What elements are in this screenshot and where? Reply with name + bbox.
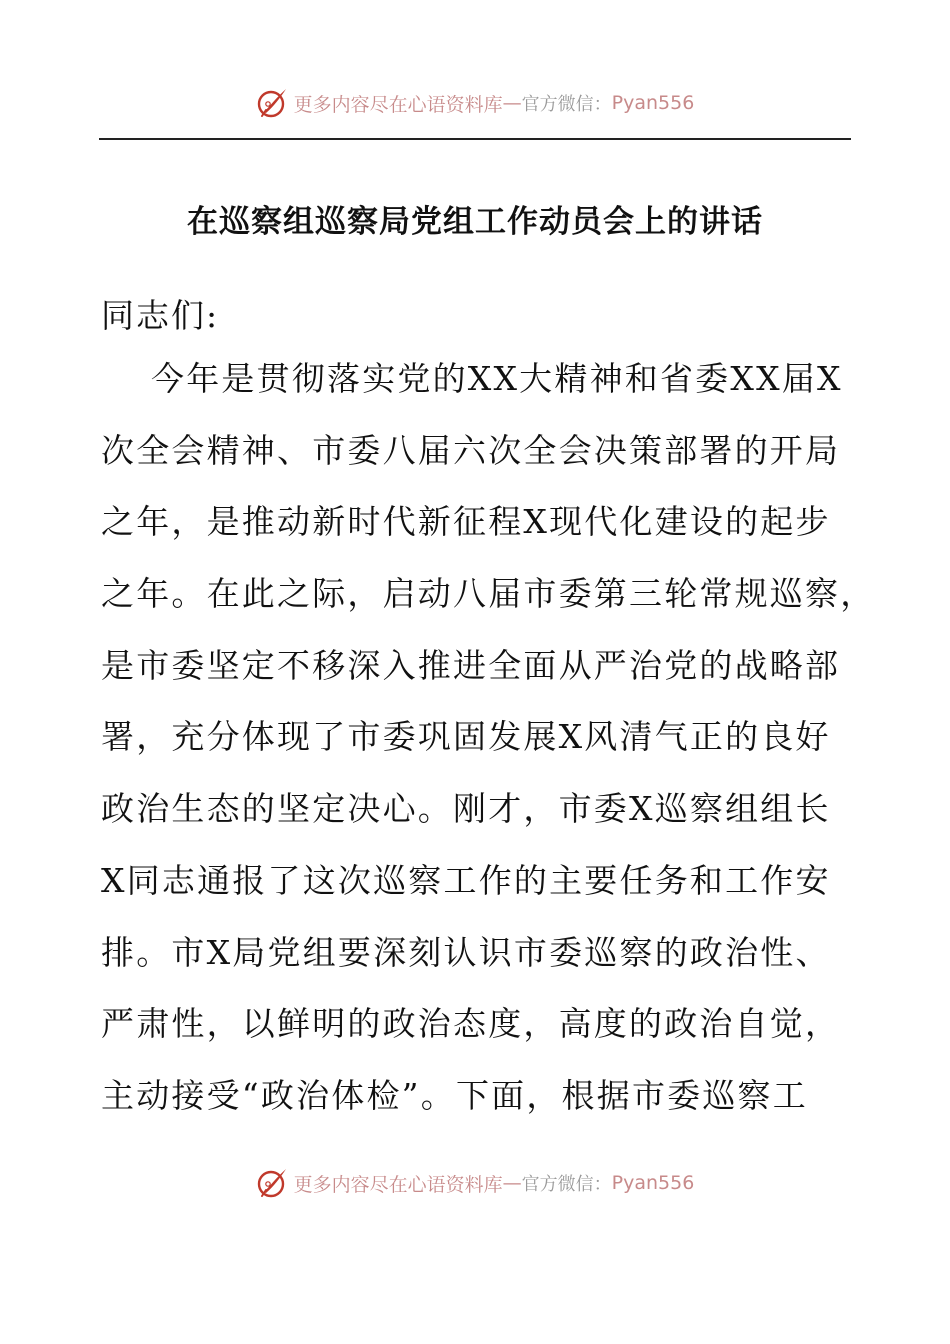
- header-separator: —: [502, 92, 522, 114]
- body-line: 次全会精神、市委八届六次全会决策部署的开局: [101, 430, 841, 470]
- footer-brand-text: 更多内容尽在心语资料库: [293, 1173, 503, 1196]
- quill-pen-logo-icon: [256, 86, 290, 120]
- footer-banner: [0, 1163, 950, 1203]
- body-line: 排。市X局党组要深刻认识市委巡察的政治性、: [101, 932, 831, 972]
- body-line: 署，充分体现了市委巩固发展X风清气正的良好: [101, 717, 831, 757]
- body-line: X同志通报了这次巡察工作的主要任务和工作安: [101, 860, 831, 900]
- header-brand-text: 更多内容尽在心语资料库: [293, 93, 503, 116]
- body-line: 是市委坚定不移深入推进全面从严治党的战略部: [101, 645, 841, 685]
- body-line: 严肃性，以鲜明的政治态度，高度的政治自觉，: [101, 1004, 841, 1044]
- footer-separator: —: [502, 1172, 522, 1194]
- header-divider: [99, 138, 851, 140]
- footer-wechat-account: Pyan556: [611, 1172, 695, 1194]
- document-title: 在巡察组巡察局党组工作动员会上的讲话: [187, 204, 763, 240]
- header-banner: [0, 83, 950, 123]
- body-line: 政治生态的坚定决心。刚才，市委X巡察组组长: [101, 789, 831, 829]
- footer-wechat-label: 官方微信：: [521, 1174, 612, 1195]
- salutation: 同志们:: [101, 296, 220, 335]
- body-line: 之年，是推动新时代新征程X现代化建设的起步: [101, 502, 831, 542]
- header-wechat-label: 官方微信：: [521, 94, 612, 115]
- body-line: 主动接受“政治体检”。下面，根据市委巡察工: [101, 1075, 808, 1115]
- body-text: [101, 359, 876, 1148]
- body-line: 之年。在此之际，启动八届市委第三轮常规巡察，: [101, 574, 876, 614]
- body-line: 今年是贯彻落实党的XX大精神和省委XX届X: [151, 359, 843, 398]
- quill-pen-logo-icon: [256, 1166, 290, 1200]
- header-wechat-account: Pyan556: [611, 92, 695, 114]
